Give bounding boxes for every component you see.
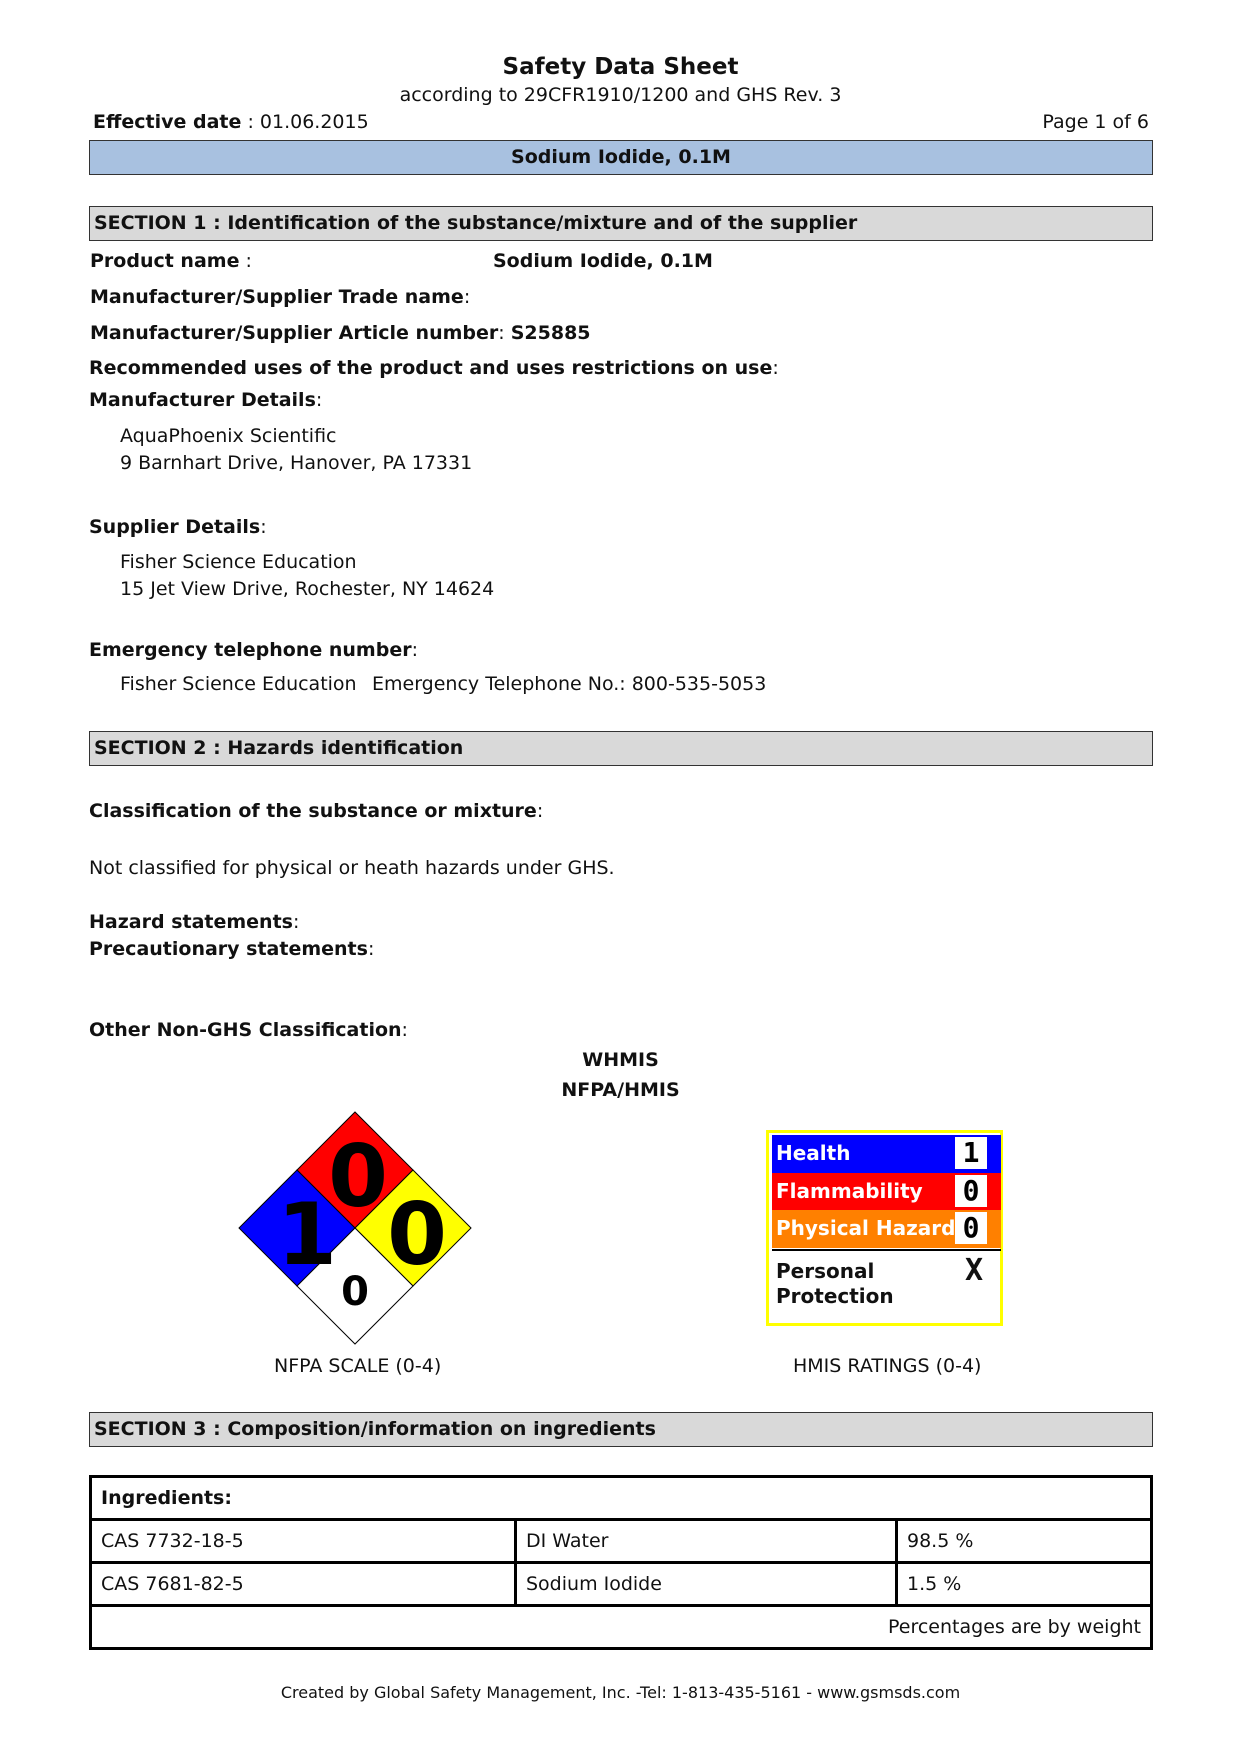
hazard-statements-label: Hazard statements: [89, 911, 293, 933]
page-number: Page 1 of 6: [1042, 111, 1149, 133]
nfpa-diamond: [235, 1110, 475, 1350]
product-banner: Sodium Iodide, 0.1M: [89, 140, 1153, 175]
table-row: [92, 1521, 1150, 1564]
hmis-label: [766, 1130, 1003, 1326]
precautionary-statements-colon: :: [367, 938, 375, 960]
supplier-address-block: [120, 549, 494, 603]
emergency-phone-colon: :: [411, 639, 418, 661]
ingredient-name: DI Water: [517, 1521, 898, 1561]
effective-date-value: 01.06.2015: [259, 111, 369, 133]
other-classification-label: Other Non-GHS Classification: [89, 1019, 402, 1041]
other-classification-colon: :: [401, 1019, 408, 1041]
hmis-health-row: [772, 1135, 1001, 1173]
hazard-statements-row: [89, 911, 299, 933]
manufacturer-address: 9 Barnhart Drive, Hanover, PA 17331: [120, 452, 473, 474]
section1-heading: SECTION 1 : Identification of the substance/mixture and of the supplier: [89, 206, 1153, 241]
product-name-label: Product name: [90, 250, 240, 272]
classification-row: [89, 800, 543, 822]
hmis-health-value: 1: [955, 1137, 987, 1169]
manufacturer-details-label: Manufacturer Details: [89, 389, 316, 411]
article-number-row: [90, 322, 591, 344]
emergency-company: Fisher Science Education: [120, 673, 357, 695]
supplier-name: Fisher Science Education: [120, 551, 357, 573]
ingredients-footnote: Percentages are by weight: [888, 1616, 1141, 1638]
ingredient-percent: 1.5 %: [907, 1573, 962, 1595]
ingredients-title-row: [92, 1478, 1150, 1521]
whmis-heading: WHMIS: [582, 1049, 659, 1071]
emergency-phone-row: [89, 639, 418, 661]
emergency-phone-number: Emergency Telephone No.: 800-535-5053: [372, 673, 767, 695]
product-name-row: [90, 250, 252, 272]
trade-name-colon: :: [463, 286, 471, 308]
hmis-flammability-row: [772, 1173, 1001, 1211]
precautionary-statements-row: [89, 938, 374, 960]
article-number-value: S25885: [510, 322, 591, 344]
nfpa-instability-value: 0: [387, 1185, 447, 1285]
ingredient-cas: CAS 7732-18-5: [92, 1521, 517, 1561]
trade-name-label: Manufacturer/Supplier Trade name: [90, 286, 464, 308]
manufacturer-name: AquaPhoenix Scientific: [120, 425, 337, 447]
hmis-physical-hazard-value: 0: [955, 1212, 987, 1244]
hmis-ppe-value: X: [964, 1253, 983, 1288]
classification-text: Not classified for physical or heath hazards under GHS.: [89, 857, 615, 879]
precautionary-statements-label: Precautionary statements: [89, 938, 368, 960]
hmis-health-label: Health: [776, 1141, 851, 1165]
article-number-label: Manufacturer/Supplier Article number: [90, 322, 499, 344]
ingredient-percent: 98.5 %: [907, 1530, 974, 1552]
recommended-uses-row: [89, 357, 779, 379]
article-number-colon: :: [498, 322, 505, 344]
hmis-ppe-label-line2: Protection: [776, 1284, 894, 1308]
ingredient-cas: CAS 7681-82-5: [92, 1564, 517, 1604]
product-name-value: Sodium Iodide, 0.1M: [493, 250, 713, 272]
section3-heading: SECTION 3 : Composition/information on ingredients: [89, 1412, 1153, 1447]
nfpa-caption: NFPA SCALE (0-4): [274, 1355, 442, 1377]
section2-heading: SECTION 2 : Hazards identification: [89, 731, 1153, 766]
ingredients-table: [89, 1475, 1153, 1650]
nfpa-flammability-value: 0: [328, 1127, 388, 1227]
document-subtitle: according to 29CFR1910/1200 and GHS Rev. 3: [399, 84, 842, 106]
nfpa-health-value: 1: [277, 1185, 337, 1285]
hmis-flammability-value: 0: [955, 1175, 987, 1207]
other-classification-row: [89, 1019, 408, 1041]
hmis-physical-hazard-label: Physical Hazard: [776, 1216, 956, 1240]
recommended-uses-label: Recommended uses of the product and uses restrictions on use: [89, 357, 773, 379]
hmis-physical-hazard-row: [772, 1210, 1001, 1248]
hmis-ppe-label-line1: Personal: [776, 1259, 875, 1283]
nfpa-hmis-heading: NFPA/HMIS: [561, 1079, 680, 1101]
product-name-sep: :: [239, 250, 252, 272]
emergency-phone-label: Emergency telephone number: [89, 639, 412, 661]
ingredient-name: Sodium Iodide: [517, 1564, 898, 1604]
manufacturer-details-colon: :: [315, 389, 323, 411]
effective-date-label: Effective date: [93, 111, 242, 133]
hmis-caption: HMIS RATINGS (0-4): [793, 1355, 982, 1377]
classification-label: Classification of the substance or mixture: [89, 800, 537, 822]
effective-date-sep: :: [241, 111, 260, 133]
supplier-details-colon: :: [260, 516, 267, 538]
hazard-statements-colon: :: [292, 911, 300, 933]
hmis-ppe-row: [772, 1249, 1001, 1323]
effective-date: [93, 111, 369, 133]
document-title: Safety Data Sheet: [502, 54, 739, 80]
page-footer: Created by Global Safety Management, Inc. -Tel: 1-813-435-5161 - www.gsmsds.com: [280, 1683, 961, 1702]
supplier-details-label: Supplier Details: [89, 516, 261, 538]
hmis-ppe-label: [776, 1259, 894, 1309]
ingredients-footnote-row: [92, 1607, 1150, 1647]
recommended-uses-colon: :: [772, 357, 779, 379]
ingredients-title: Ingredients:: [101, 1487, 232, 1509]
classification-colon: :: [536, 800, 544, 822]
hmis-flammability-label: Flammability: [776, 1179, 923, 1203]
supplier-details-row: [89, 516, 267, 538]
manufacturer-address-block: [120, 423, 472, 477]
table-row: [92, 1564, 1150, 1607]
manufacturer-details-row: [89, 389, 322, 411]
nfpa-special-value: 0: [341, 1269, 369, 1315]
supplier-address: 15 Jet View Drive, Rochester, NY 14624: [120, 578, 495, 600]
trade-name-row: [90, 286, 470, 308]
